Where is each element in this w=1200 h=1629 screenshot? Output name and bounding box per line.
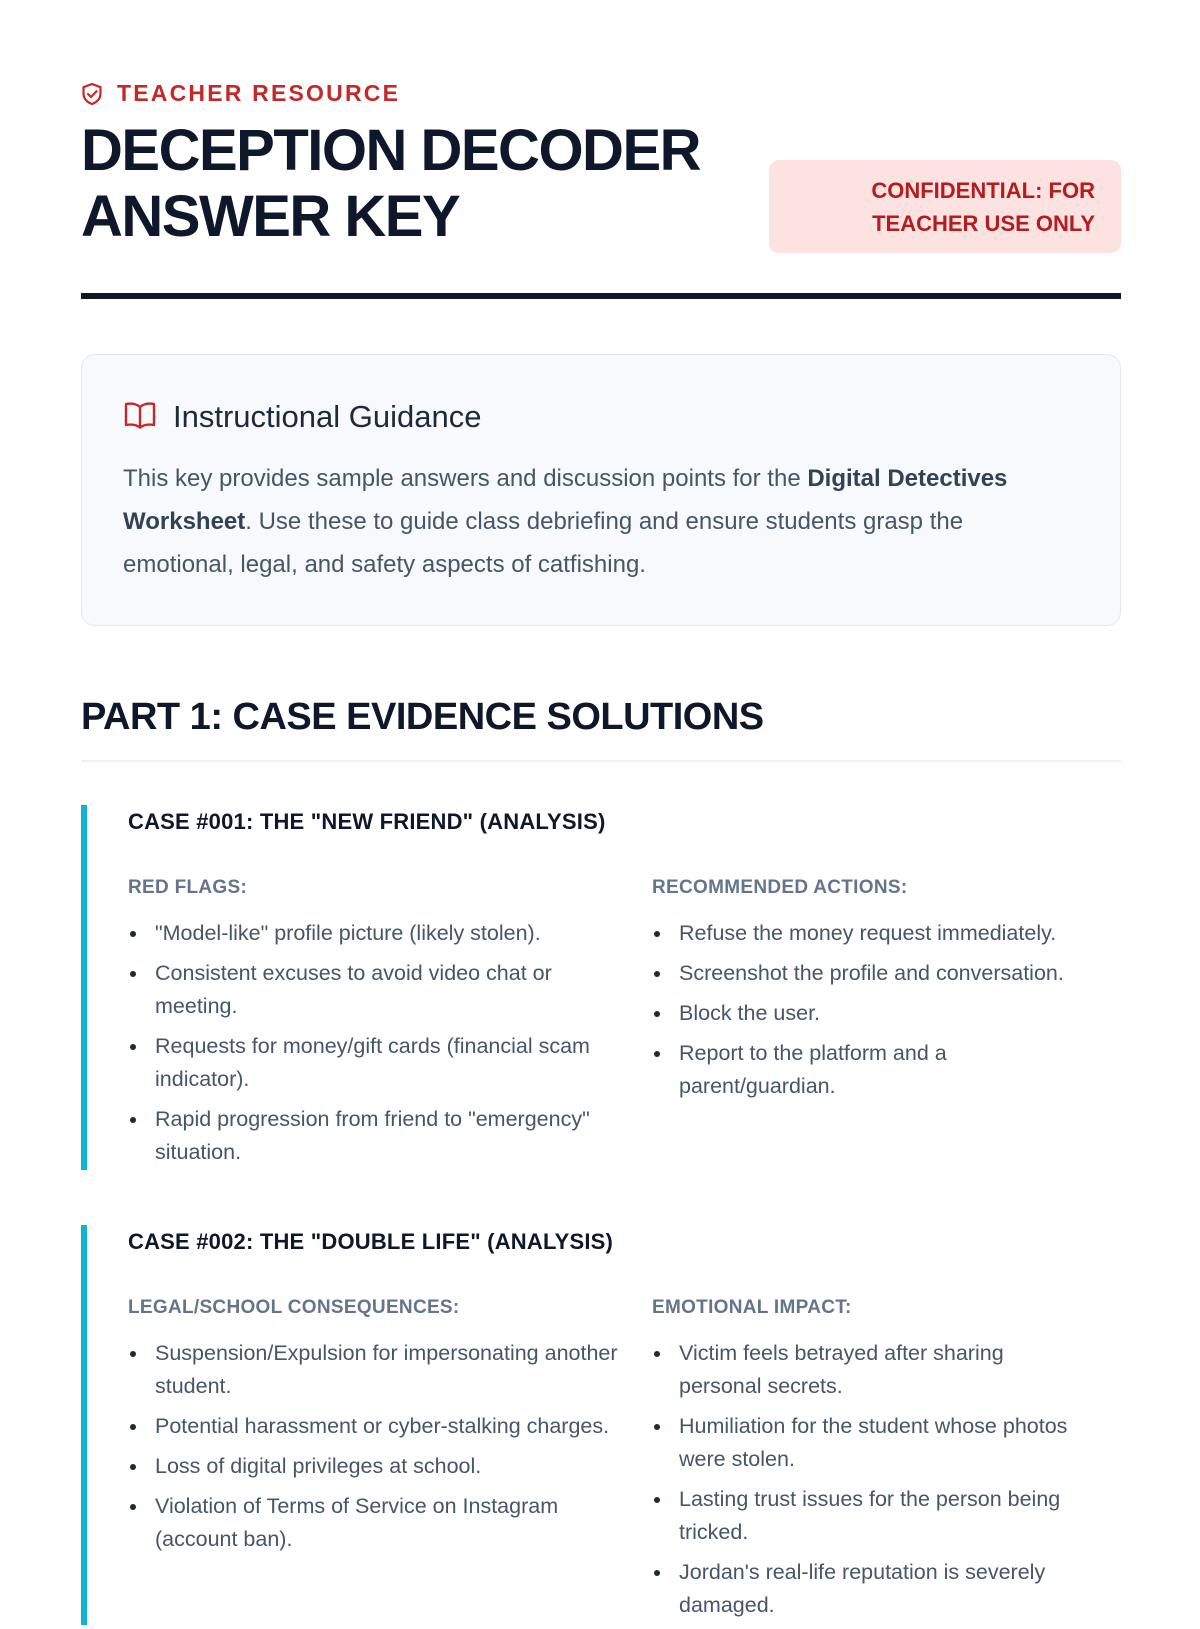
- list-item: Jordan's real-life reputation is severely damaged.: [652, 1556, 1112, 1622]
- header-divider: [81, 293, 1121, 299]
- instructional-guidance-box: [81, 354, 1121, 626]
- consequences-column: [128, 1297, 652, 1629]
- case-columns: [128, 877, 1121, 1176]
- red-flags-list: [128, 917, 652, 1169]
- emotional-impact-column: [652, 1297, 1112, 1629]
- list-item: Violation of Terms of Service on Instagram (account ban).: [128, 1490, 652, 1556]
- list-item: Consistent excuses to avoid video chat or meeting.: [128, 957, 652, 1023]
- list-item: Screenshot the profile and conversation.: [652, 957, 1112, 990]
- consequences-list: [128, 1337, 652, 1556]
- shield-check-icon: [81, 82, 103, 106]
- worksheet-name: Digital Detectives Worksheet: [123, 465, 1008, 535]
- column-label: LEGAL/SCHOOL CONSEQUENCES:: [128, 1297, 460, 1318]
- list-item: "Model-like" profile picture (likely stolen).: [128, 917, 652, 950]
- resource-kicker: [81, 80, 400, 107]
- list-item: Potential harassment or cyber-stalking charges.: [128, 1410, 652, 1443]
- list-item: Humiliation for the student whose photos were stolen.: [652, 1410, 1112, 1476]
- kicker-label: TEACHER RESOURCE: [117, 80, 401, 106]
- guidance-text-end: . Use these to guide class debriefing and ensure students grasp the emotional, legal, and safety aspects of catfishing.: [123, 508, 964, 578]
- recommended-actions-column: [652, 877, 1112, 1176]
- column-label: RECOMMENDED ACTIONS:: [652, 877, 908, 898]
- list-item: Lasting trust issues for the person being tricked.: [652, 1483, 1112, 1549]
- part-1-heading: PART 1: CASE EVIDENCE SOLUTIONS: [81, 696, 764, 738]
- guidance-text-start: This key provides sample answers and discussion points for the: [123, 465, 808, 492]
- column-label: EMOTIONAL IMPACT:: [652, 1297, 852, 1318]
- recommended-actions-list: [652, 917, 1112, 1103]
- case-columns: [128, 1297, 1121, 1629]
- list-item: Loss of digital privileges at school.: [128, 1450, 652, 1483]
- list-item: Refuse the money request immediately.: [652, 917, 1112, 950]
- guidance-text: [123, 457, 1080, 586]
- page-title: DECEPTION DECODER ANSWER KEY: [81, 118, 701, 249]
- guidance-title: Instructional Guidance: [173, 399, 482, 434]
- list-item: Report to the platform and a parent/guardian.: [652, 1037, 1112, 1103]
- part-1-divider: [81, 760, 1121, 762]
- open-book-icon: [123, 400, 157, 435]
- column-label: RED FLAGS:: [128, 877, 248, 898]
- list-item: Rapid progression from friend to "emergency" situation.: [128, 1103, 652, 1169]
- list-item: Victim feels betrayed after sharing personal secrets.: [652, 1337, 1112, 1403]
- case-002: [81, 1225, 1121, 1625]
- list-item: Block the user.: [652, 997, 1112, 1030]
- red-flags-column: [128, 877, 652, 1176]
- case-001: [81, 805, 1121, 1170]
- case-title: CASE #001: THE "NEW FRIEND" (ANALYSIS): [128, 809, 606, 834]
- list-item: Requests for money/gift cards (financial scam indicator).: [128, 1030, 652, 1096]
- case-title: CASE #002: THE "DOUBLE LIFE" (ANALYSIS): [128, 1229, 614, 1254]
- confidential-badge: CONFIDENTIAL: FOR TEACHER USE ONLY: [769, 160, 1121, 253]
- emotional-impact-list: [652, 1337, 1112, 1622]
- list-item: Suspension/Expulsion for impersonating another student.: [128, 1337, 652, 1403]
- guidance-header: [123, 399, 1080, 435]
